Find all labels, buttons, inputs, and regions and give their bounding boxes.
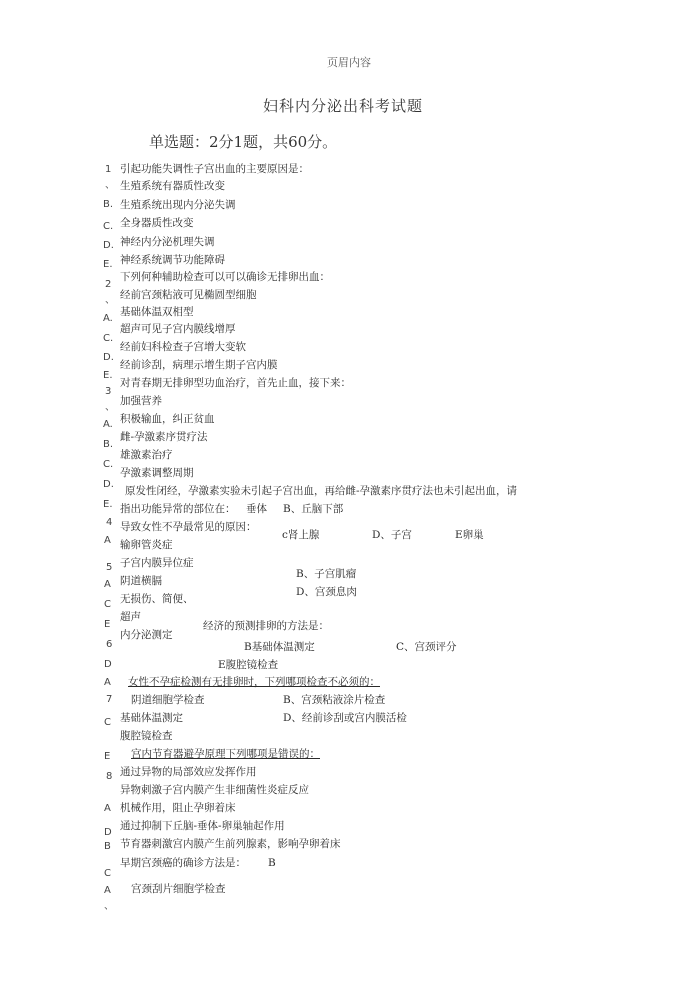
question-number: 8 [106, 771, 113, 782]
option-marker: B. [103, 199, 114, 210]
question-text-continued: 指出功能异常的部位在： [120, 503, 236, 515]
option-marker: B [104, 841, 111, 852]
option-text: 积极输血，纠正贫血 [120, 413, 215, 425]
option-text: 基础体温测定 [120, 712, 183, 724]
option-marker: E [104, 619, 111, 630]
option-marker: C [104, 868, 111, 879]
option-text: 全身器质性改变 [120, 217, 194, 229]
option-marker: D [104, 659, 112, 670]
option-marker: A [104, 677, 111, 688]
option-text: B、宫颈粘液涂片检查 [283, 694, 386, 706]
question-number: 5 [106, 562, 113, 573]
option-text: 经前宫颈粘液可见椭圆型细胞 [120, 289, 257, 301]
option-text: B基础体温测定 [244, 641, 315, 653]
option-marker: D. [103, 352, 114, 363]
answer-text: B [268, 857, 276, 869]
question-text: 对青春期无排卵型功血治疗，首先止血，接下来： [120, 377, 351, 389]
option-text: 输卵管炎症 [120, 539, 173, 551]
option-text: 垂体 [246, 503, 267, 515]
option-text: 基础体温双相型 [120, 306, 194, 318]
page-header: 页眉内容 [327, 56, 371, 69]
question-text: 女性不孕症检测有无排卵时，下列哪项检查不必须的： [128, 676, 380, 688]
option-text: 雄激素治疗 [120, 449, 173, 461]
option-text: 子宫内膜异位症 [120, 557, 194, 569]
option-text: E卵巢 [455, 529, 484, 541]
option-text: 雌-孕激素序贯疗法 [120, 431, 208, 443]
option-text: 超声可见子宫内膜线增厚 [120, 323, 236, 335]
option-text: 超声 [120, 611, 141, 623]
option-marker: A [104, 579, 111, 590]
option-text: 通过抑制下丘脑-垂体-卵巢轴起作用 [120, 820, 285, 832]
option-marker: D. [103, 240, 114, 251]
question-text: 经济的预测排卵的方法是： [203, 620, 329, 632]
option-marker: A [104, 535, 111, 546]
option-text: 节育器刺激宫内膜产生前列腺素，影响孕卵着床 [120, 838, 341, 850]
question-number: 2 [105, 279, 112, 290]
option-text: 无损伤、简便、 [120, 593, 194, 605]
option-text: 经前妇科检查子宫增大变软 [120, 341, 246, 353]
option-marker: D. [103, 479, 114, 490]
option-marker: D [104, 827, 112, 838]
option-text: 孕激素调整周期 [120, 467, 194, 479]
option-marker: A. [103, 419, 113, 430]
option-text: 经前诊刮，病理示增生期子宫内膜 [120, 359, 278, 371]
option-text: c肾上腺 [282, 529, 320, 541]
option-marker: E [104, 751, 111, 762]
option-text: D、经前诊刮或宫内膜活检 [283, 712, 407, 724]
option-text: 生殖系统出现内分泌失调 [120, 199, 236, 211]
option-text: B、子宫肌瘤 [296, 568, 357, 580]
option-marker: C. [103, 221, 114, 232]
question-number: 4 [106, 517, 113, 528]
option-text: 加强营养 [120, 395, 162, 407]
section-heading: 单选题：2分1题，共60分。 [149, 133, 338, 151]
option-marker: A [104, 885, 111, 896]
option-text: 宫颈刮片细胞学检查 [131, 883, 226, 895]
question-text: 引起功能失调性子宫出血的主要原因是： [120, 163, 309, 175]
option-marker: C. [103, 459, 114, 470]
option-text: C、宫颈评分 [396, 641, 457, 653]
number-separator: 、 [105, 295, 115, 306]
option-text: E腹腔镜检查 [218, 659, 279, 671]
option-text: 阴道细胞学检查 [131, 694, 205, 706]
question-number: 3 [105, 386, 112, 397]
question-number: 6 [106, 639, 113, 650]
option-text: D、子宫 [372, 529, 412, 541]
option-text: 通过异物的局部效应发挥作用 [120, 766, 257, 778]
question-text: 原发性闭经，孕激素实验未引起子宫出血，再给雌-孕激素序贯疗法也未引起出血，请 [125, 485, 518, 497]
option-marker: A [104, 803, 111, 814]
question-number: 1 [105, 164, 112, 175]
option-text: 机械作用，阻止孕卵着床 [120, 802, 236, 814]
option-marker: E. [103, 259, 113, 270]
question-text: 导致女性不孕最常见的原因： [120, 521, 257, 533]
option-marker: B. [103, 439, 114, 450]
option-marker: C. [103, 333, 114, 344]
option-marker: E. [103, 370, 113, 381]
number-separator: 、 [104, 901, 114, 912]
option-marker: C [104, 717, 111, 728]
number-separator: 、 [105, 180, 115, 191]
option-text: 阴道横膈 [120, 575, 162, 587]
option-text: 腹腔镜检查 [120, 730, 173, 742]
option-text: D、宫颈息肉 [296, 586, 357, 598]
option-marker: C [104, 599, 111, 610]
option-text: 生殖系统有器质性改变 [120, 180, 225, 192]
question-text: 早期宫颈癌的确诊方法是： [120, 857, 246, 869]
option-text: 异物刺激子宫内膜产生非细菌性炎症反应 [120, 784, 309, 796]
question-text: 宫内节育器避孕原理下列哪项是错误的： [131, 748, 320, 760]
option-text: 内分泌测定 [120, 629, 173, 641]
option-marker: A. [103, 313, 113, 324]
number-separator: 、 [105, 402, 115, 413]
option-text: 神经内分泌机理失调 [120, 236, 215, 248]
option-text: B、丘脑下部 [283, 503, 344, 515]
option-text: 神经系统调节功能障碍 [120, 254, 225, 266]
document-title: 妇科内分泌出科考试题 [263, 97, 424, 115]
question-number: 7 [106, 694, 113, 705]
question-text: 下列何种辅助检查可以可以确诊无排卵出血： [120, 271, 330, 283]
option-marker: E. [103, 499, 113, 510]
